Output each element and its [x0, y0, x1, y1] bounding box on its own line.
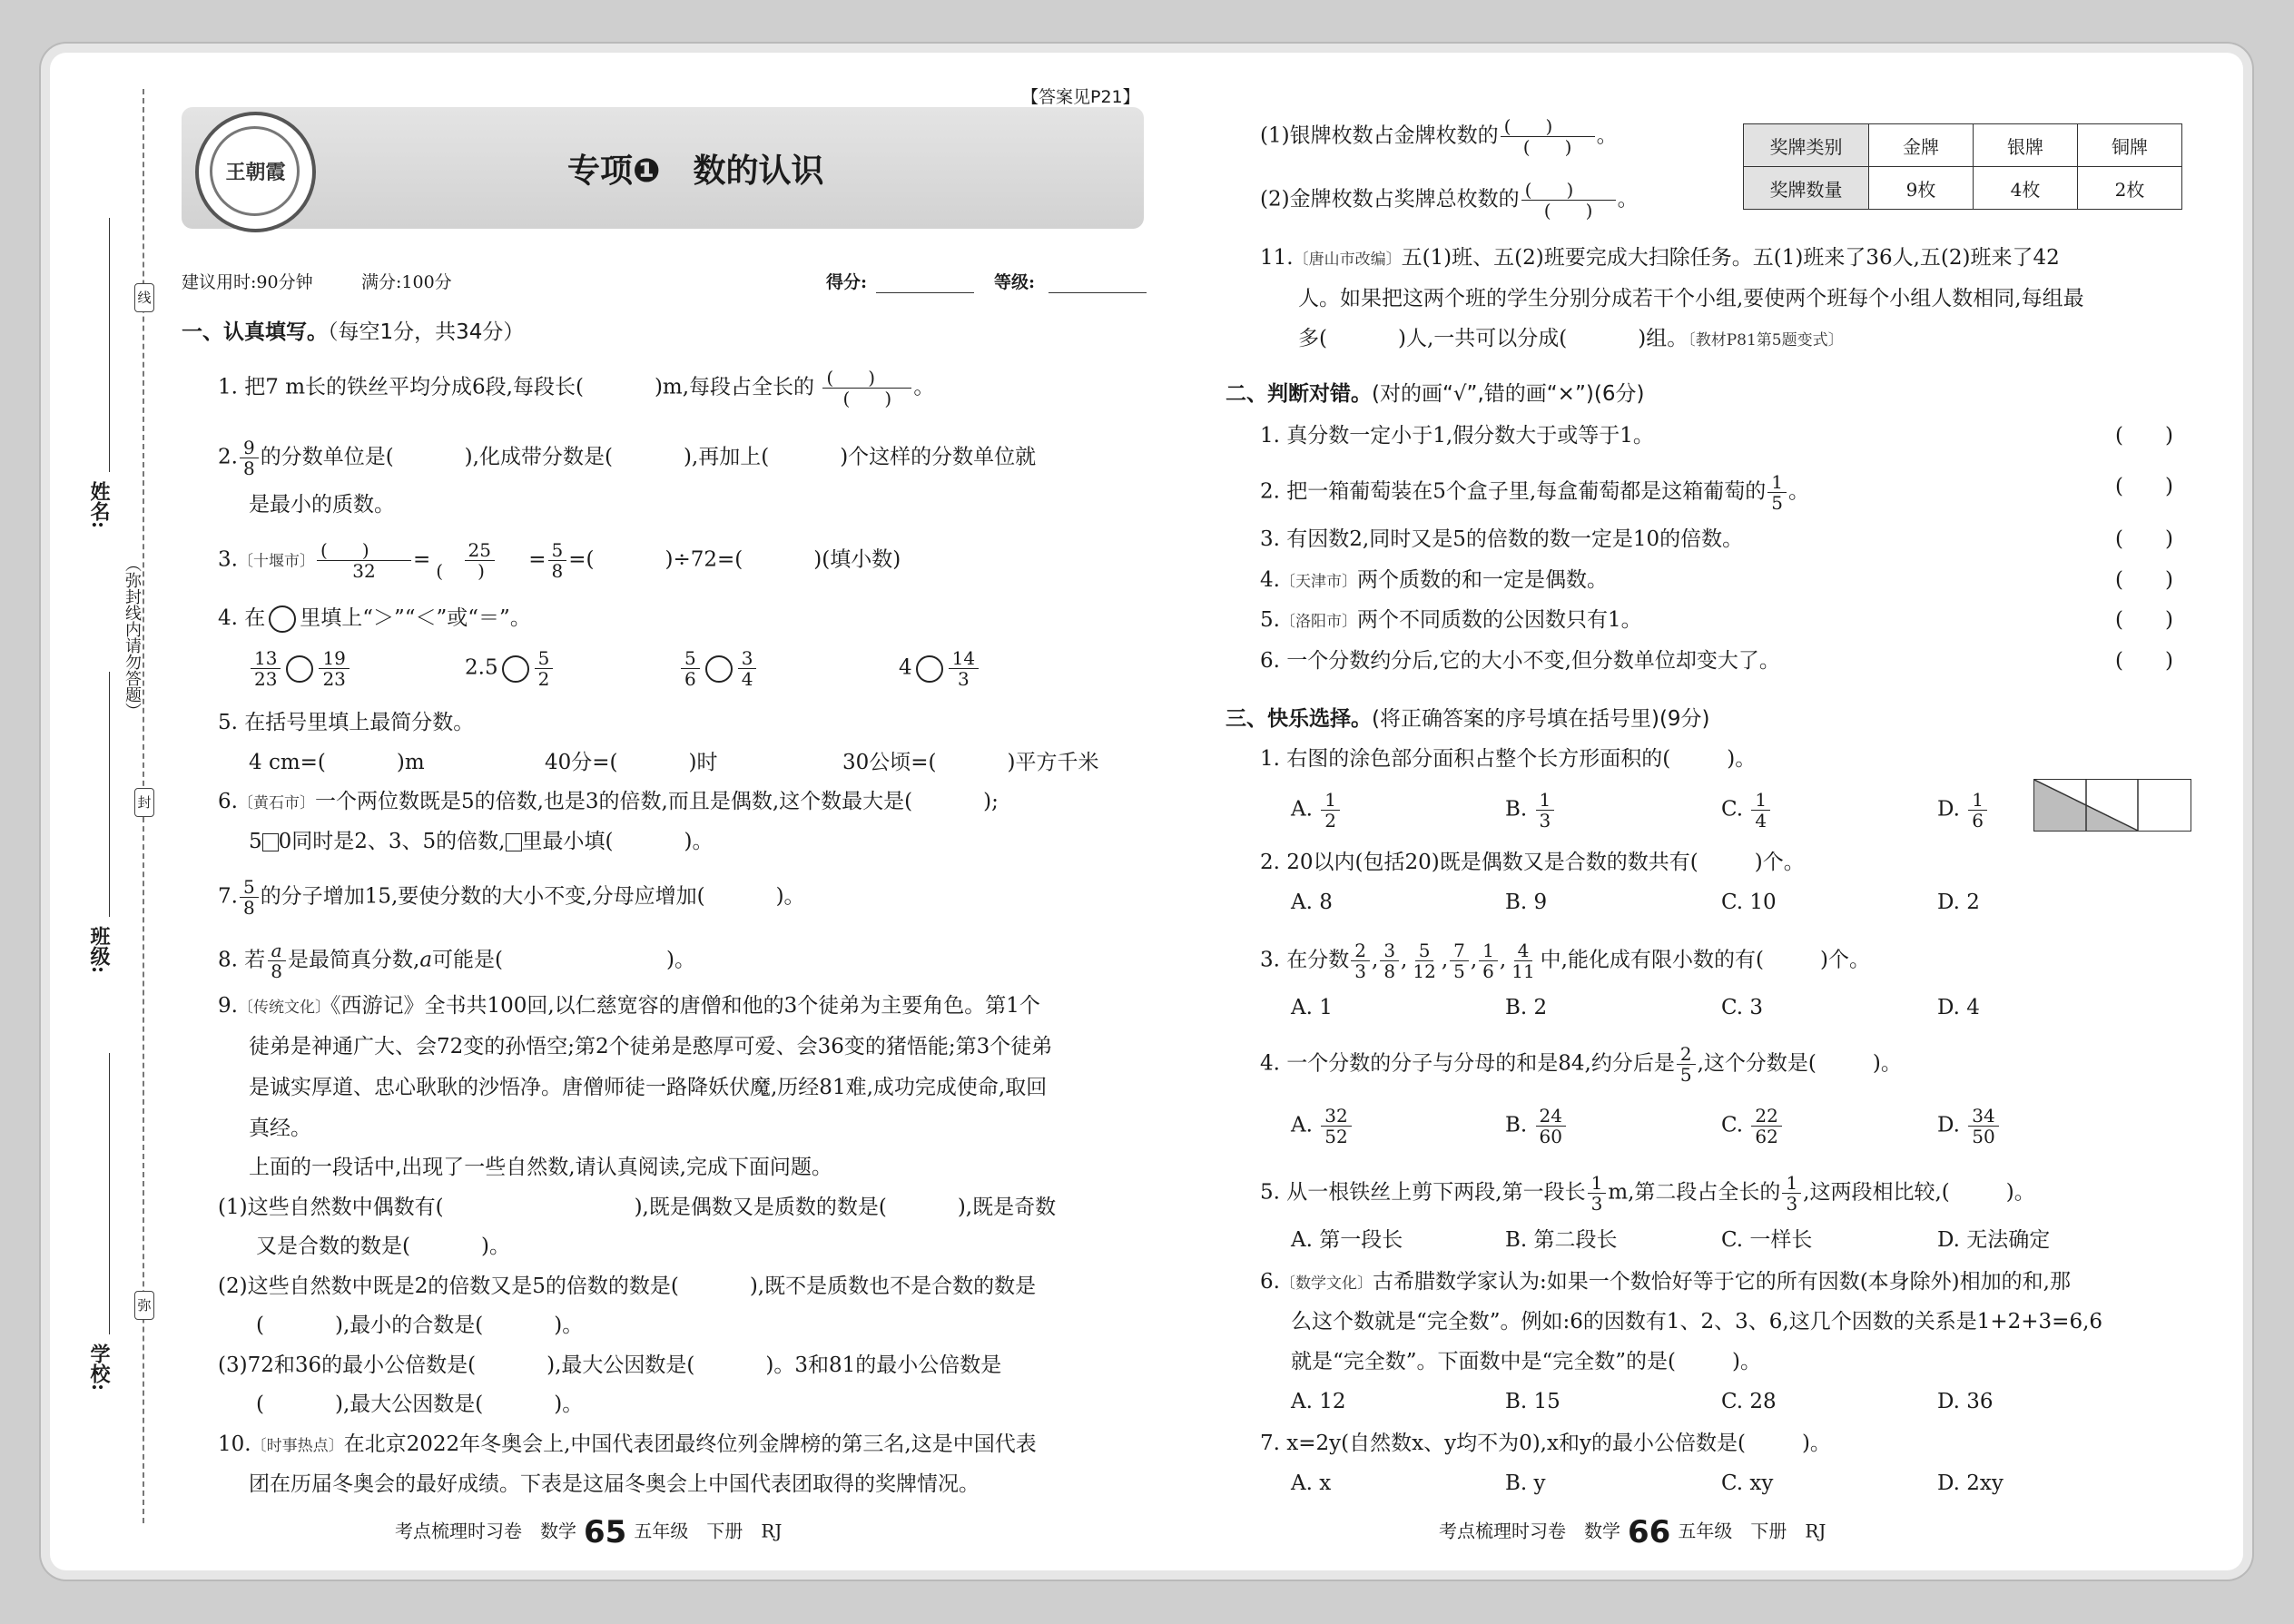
- school-field[interactable]: [109, 1053, 110, 1334]
- judge-item-6: 6. 一个分数约分后,它的大小不变,但分数单位却变大了。: [1260, 649, 1780, 673]
- choice-q5-b[interactable]: B. 第二段长: [1505, 1228, 1618, 1252]
- page-title: 专项❶ 数的认识: [567, 153, 824, 190]
- question-2-cont: 是最小的质数。: [249, 493, 395, 517]
- choice-q2-d[interactable]: D. 2: [1937, 891, 1980, 914]
- medal-table-header-type: 奖牌类别: [1744, 124, 1869, 167]
- choice-q7: 7. x=2y(自然数x、y均不为0),x和y的最小公倍数是( )。: [1260, 1432, 1831, 1455]
- q9-line-2: 徒弟是神通广大、会72变的孙悟空;第2个徒弟是憨厚可爱、会36变的猪悟能;第3个徒弟: [249, 1035, 1053, 1058]
- q10-sub-1: (1)银牌枚数占金牌枚数的 $\frac{( )}{( )}$ 。: [1260, 115, 1618, 158]
- answer-reference: 【答案见P21】: [1021, 87, 1140, 107]
- q9-line-4: 真经。: [249, 1117, 311, 1140]
- question-5: 5. 在括号里填上最简分数。: [218, 711, 475, 734]
- choice-q1-d[interactable]: D. $\frac{1}{6}$: [1937, 790, 1989, 831]
- publisher-logo: 王朝霞: [195, 112, 316, 232]
- compare-circle[interactable]: [916, 655, 943, 683]
- judge-answer-4[interactable]: ( ): [2115, 568, 2173, 592]
- q9-sub-1: (1)这些自然数中偶数有( ),既是偶数又是质数的数是( ),既是奇数: [218, 1196, 1057, 1219]
- question-2: 2. $\frac{9}{8}$ 的分数单位是( ),化成带分数是( ),再加上( )个这样的分数单位就: [218, 437, 1037, 479]
- judge-item-4: 4.〔天津市〕两个质数的和一定是偶数。: [1260, 568, 1608, 592]
- judge-item-2: 2. 把一箱葡萄装在5个盒子里,每盒葡萄都是这箱葡萄的 $\frac{1}{5}$ 。: [1260, 471, 1809, 514]
- choice-q4-d[interactable]: D. $\frac{34}{50}$: [1937, 1106, 2001, 1147]
- q9-sub-3-cont: ( ),最大公因数是( )。: [256, 1393, 584, 1416]
- footer-left: 考点梳理时习卷 数学 65 五年级 下册 RJ: [395, 1514, 783, 1550]
- compare-circle[interactable]: [705, 655, 733, 683]
- choice-q3-a[interactable]: A. 1: [1291, 996, 1333, 1019]
- name-label: 姓名:: [87, 481, 111, 529]
- choice-q2: 2. 20以内(包括20)既是偶数又是合数的数共有( )个。: [1260, 851, 1805, 874]
- question-8: 8. 若 $\frac{a}{8}$ 是最简真分数,a可能是( )。: [218, 940, 695, 982]
- choice-q6-line-3: 就是“完全数”。下面数中是“完全数”的是( )。: [1291, 1350, 1761, 1373]
- section3-title: 三、快乐选择。(将正确答案的序号填在括号里)(9分): [1226, 707, 1710, 731]
- question-6: 6.〔黄石市〕一个两位数既是5的倍数,也是3的倍数,而且是偶数,这个数最大是( );: [218, 790, 999, 813]
- full-score: 满分:100分: [361, 272, 452, 292]
- choice-q7-b[interactable]: B. y: [1505, 1471, 1546, 1495]
- choice-q1-c[interactable]: C. $\frac{1}{4}$: [1721, 790, 1772, 831]
- seal-mark-seal: 封: [134, 788, 154, 817]
- choice-q6-d[interactable]: D. 36: [1937, 1390, 1994, 1413]
- section2-note: (对的画“√”,错的画“×”)(6分): [1372, 382, 1645, 406]
- choice-q1-a[interactable]: A. $\frac{1}{2}$: [1291, 790, 1342, 831]
- q10-line-2: 团在历届冬奥会的最好成绩。下表是这届冬奥会上中国代表团取得的奖牌情况。: [249, 1472, 980, 1496]
- choice-q3-b[interactable]: B. 2: [1505, 996, 1548, 1019]
- choice-q3-d[interactable]: D. 4: [1937, 996, 1980, 1019]
- q9-instruction: 上面的一段话中,出现了一些自然数,请认真阅读,完成下面问题。: [249, 1156, 832, 1179]
- choice-q2-c[interactable]: C. 10: [1721, 891, 1777, 914]
- name-field[interactable]: [109, 218, 110, 472]
- q4-item-2: 2.5 $\frac{5}{2}$: [465, 648, 555, 689]
- judge-answer-1[interactable]: ( ): [2115, 424, 2173, 448]
- judge-answer-5[interactable]: ( ): [2115, 608, 2173, 632]
- class-label: 班级:: [87, 926, 111, 974]
- page-number-left: 65: [584, 1514, 627, 1550]
- q9-sub-3: (3)72和36的最小公倍数是( ),最大公因数是( )。3和81的最小公倍数是: [218, 1353, 1002, 1377]
- choice-q3-c[interactable]: C. 3: [1721, 996, 1764, 1019]
- compare-circle[interactable]: [502, 655, 529, 683]
- choice-q4-c[interactable]: C. $\frac{22}{62}$: [1721, 1106, 1784, 1147]
- q5-item-2: 40分=( )时: [545, 751, 718, 774]
- section1-title: 一、认真填写。（每空1分，共34分）: [182, 320, 525, 344]
- judge-item-3: 3. 有因数2,同时又是5的倍数的数一定是10的倍数。: [1260, 527, 1744, 551]
- choice-q3: 3. 在分数 $\frac{2}{3}$ , $\frac{3}{8}$ , $\frac{5}{12}$ , $\frac{7}{5}$ , $\frac{1}{6}$ , $\frac{4}{11}$ 中,能化成有限小数的有( )个。: [1260, 940, 1870, 982]
- shaded-rectangle-figure: [2033, 779, 2191, 832]
- choice-q2-b[interactable]: B. 9: [1505, 891, 1548, 914]
- medal-table-header-count: 奖牌数量: [1744, 167, 1869, 210]
- choice-q6-c[interactable]: C. 28: [1721, 1390, 1777, 1413]
- section1-note: （每空1分，共34分）: [328, 320, 525, 344]
- question-9: 9.〔传统文化〕《西游记》全书共100回,以仁慈宽容的唐僧和他的3个徒弟为主要角色。第1个: [218, 994, 1040, 1018]
- grade-label: 等级:: [994, 272, 1036, 292]
- choice-q6: 6.〔数学文化〕古希腊数学家认为:如果一个数恰好等于它的所有因数(本身除外)相加的和,那: [1260, 1270, 2071, 1294]
- choice-q5: 5. 从一根铁丝上剪下两段,第一段长 $\frac{1}{3}$ m,第二段占全长的 $\frac{1}{3}$ ,这两段相比较,( )。: [1260, 1172, 2035, 1215]
- q4-item-1: $\frac{13}{23}$ $\frac{19}{23}$: [249, 648, 351, 689]
- choice-q5-c[interactable]: C. 一样长: [1721, 1228, 1813, 1252]
- choice-q5-a[interactable]: A. 第一段长: [1291, 1228, 1403, 1252]
- q11-line-2: 人。如果把这两个班的学生分别分成若干个小组,要使两个班每个小组人数相同,每组最: [1298, 287, 2084, 310]
- choice-q6-a[interactable]: A. 12: [1291, 1390, 1346, 1413]
- choice-q6-line-2: 么这个数就是“完全数”。例如:6的因数有1、2、3、6,这几个因数的关系是1+2+3=6,6: [1291, 1310, 2103, 1334]
- q5-item-3: 30公顷=( )平方千米: [842, 751, 1099, 774]
- q5-item-1: 4 cm=( )m: [249, 751, 425, 774]
- compare-circle[interactable]: [286, 655, 313, 683]
- choice-q4-a[interactable]: A. $\frac{32}{52}$: [1291, 1106, 1354, 1147]
- section3-note: (将正确答案的序号填在括号里)(9分): [1372, 707, 1710, 731]
- seal-mark-mi: 弥: [134, 1291, 154, 1320]
- q9-sub-2: (2)这些自然数中既是2的倍数又是5的倍数的数是( ),既不是质数也不是合数的数是: [218, 1275, 1037, 1298]
- q11-line-3: 多( )人,一共可以分成( )组。〔教材P81第5题变式〕: [1298, 327, 1844, 350]
- q9-sub-2-cont: ( ),最小的合数是( )。: [256, 1314, 584, 1337]
- q9-sub-1-cont: 又是合数的数是( )。: [256, 1235, 510, 1258]
- choice-q7-c[interactable]: C. xy: [1721, 1471, 1774, 1495]
- q9-line-3: 是诚实厚道、忠心耿耿的沙悟净。唐僧师徒一路降妖伏魔,历经81难,成功完成使命,取回: [249, 1076, 1048, 1099]
- grade-field[interactable]: [1049, 292, 1147, 293]
- medal-table: 奖牌类别 金牌 银牌 铜牌 奖牌数量 9枚 4枚 2枚: [1743, 123, 2182, 210]
- score-label: 得分:: [826, 272, 868, 292]
- q4-item-3: $\frac{5}{6}$ $\frac{3}{4}$: [679, 648, 758, 689]
- judge-answer-6[interactable]: ( ): [2115, 649, 2173, 673]
- choice-q6-b[interactable]: B. 15: [1505, 1390, 1561, 1413]
- judge-answer-3[interactable]: ( ): [2115, 527, 2173, 551]
- choice-q4-b[interactable]: B. $\frac{24}{60}$: [1505, 1106, 1568, 1147]
- school-label: 学校:: [87, 1343, 111, 1392]
- class-field[interactable]: [109, 672, 110, 917]
- judge-answer-2[interactable]: ( ): [2115, 475, 2173, 498]
- question-3: 3.〔十堰市〕 $\frac{( )}{32}$ = $\frac{25}{( )}$ = $\frac{5}{8}$ =( )÷72=( )(填小数): [218, 539, 901, 582]
- page-number-right: 66: [1628, 1514, 1671, 1550]
- question-10: 10.〔时事热点〕在北京2022年冬奥会上,中国代表团最终位列金牌榜的第三名,这是中国代表: [218, 1432, 1037, 1456]
- section2-title: 二、判断对错。(对的画“√”,错的画“×”)(6分): [1226, 382, 1645, 406]
- judge-item-1: 1. 真分数一定小于1,假分数大于或等于1。: [1260, 424, 1654, 448]
- question-4: 4. 在 里填上“＞”“＜”或“＝”。: [218, 604, 531, 633]
- choice-q4: 4. 一个分数的分子与分母的和是84,约分后是 $\frac{2}{5}$ ,这个分数是( )。: [1260, 1043, 1902, 1086]
- seal-notice: （弥封线内请勿答题）: [123, 556, 142, 719]
- choice-q5-d[interactable]: D. 无法确定: [1937, 1228, 2051, 1252]
- choice-q2-a[interactable]: A. 8: [1291, 891, 1333, 914]
- choice-q1: 1. 右图的涂色部分面积占整个长方形面积的( )。: [1260, 747, 1757, 771]
- question-1: 1. 把7 m长的铁丝平均分成6段,每段长( )m,每段占全长的 $\frac{( )}{( )}$ 。: [218, 367, 935, 409]
- q4-item-4: 4 $\frac{14}{3}$: [899, 648, 980, 689]
- choice-q7-d[interactable]: D. 2xy: [1937, 1471, 2004, 1495]
- question-6-cont: 5 0同时是2、3、5的倍数, 里最小填( )。: [249, 830, 714, 853]
- choice-q1-b[interactable]: B. $\frac{1}{3}$: [1505, 790, 1556, 831]
- footer-right: 考点梳理时习卷 数学 66 五年级 下册 RJ: [1439, 1514, 1826, 1550]
- judge-item-5: 5.〔洛阳市〕两个不同质数的公因数只有1。: [1260, 608, 1642, 632]
- suggested-time: 建议用时:90分钟: [182, 272, 313, 292]
- q10-sub-2: (2)金牌枚数占奖牌总枚数的 $\frac{( )}{( )}$ 。: [1260, 179, 1639, 221]
- choice-q7-a[interactable]: A. x: [1291, 1471, 1332, 1495]
- question-11: 11.〔唐山市改编〕五(1)班、五(2)班要完成大扫除任务。五(1)班来了36人,五(2)班来了42: [1260, 246, 2060, 270]
- question-7: 7. $\frac{5}{8}$ 的分子增加15,要使分数的大小不变,分母应增加( )。: [218, 876, 805, 919]
- score-field[interactable]: [876, 292, 974, 293]
- seal-mark-line: 线: [134, 283, 154, 312]
